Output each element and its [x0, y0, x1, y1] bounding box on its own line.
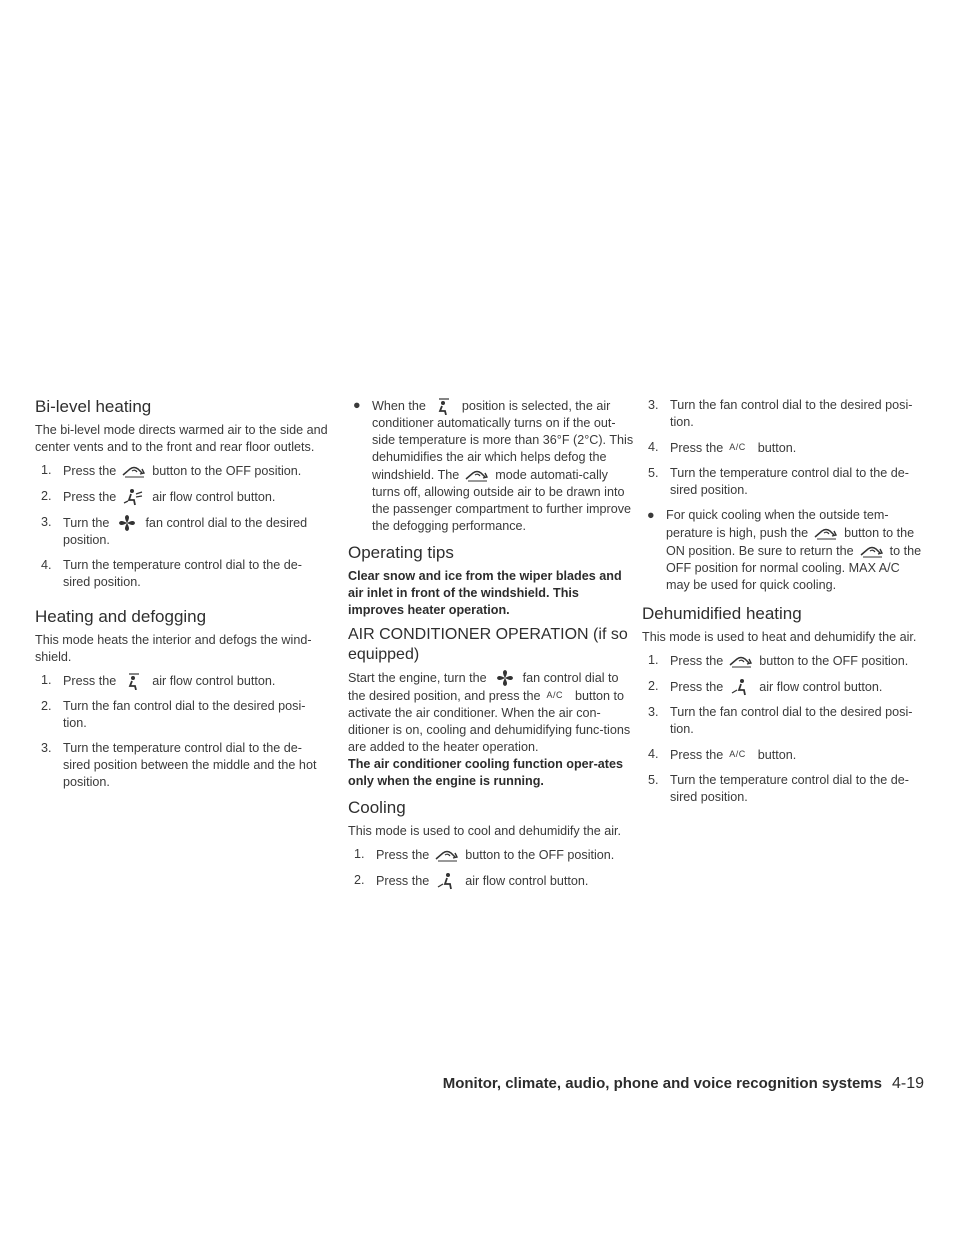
fan-icon	[113, 514, 141, 532]
dehum-steps	[642, 652, 927, 806]
ac-button-icon: A/C	[546, 690, 564, 700]
column-2	[348, 397, 636, 898]
heat-defog-airflow-icon	[120, 672, 148, 690]
paragraph-dehum: This mode is used to heat and dehumidify the air.	[642, 630, 917, 644]
list-item: 1. Press the button to the OFF position.	[648, 653, 909, 668]
cooling-steps-continued	[642, 397, 927, 499]
paragraph-ac-note: The air conditioner cooling function oper-ates only when the engine is running.	[348, 757, 623, 788]
heat-defog-airflow-icon	[430, 397, 458, 415]
list-item: 3. Turn the fan control dial to the desired position.	[41, 515, 308, 547]
paragraph-tips: Clear snow and ice from the wiper blades and air inlet in front of the windshield. This improves heater operation.	[348, 569, 622, 617]
recirculate-icon	[433, 846, 461, 864]
heading-operating-tips: Operating tips	[348, 543, 454, 562]
recirculate-icon	[858, 542, 886, 560]
list-item: 5. Turn the temperature control dial to the de-sired position.	[648, 773, 909, 804]
heading-bilevel-heating: Bi-level heating	[35, 397, 152, 416]
bilevel-steps	[35, 462, 329, 591]
recirculate-icon	[812, 524, 840, 542]
page-footer	[443, 1075, 924, 1093]
paragraph-cooling: This mode is used to cool and dehumidify the air.	[348, 824, 622, 838]
list-item: 2. Press the air flow control button.	[354, 873, 589, 888]
recirculate-icon	[727, 652, 755, 670]
list-item: 2. Press the air flow control button.	[41, 489, 276, 504]
list-item: 3. Turn the fan control dial to the desired posi-tion.	[648, 398, 913, 429]
list-item: 3. Turn the temperature control dial to the de-sired position between the middle and the hot position.	[41, 741, 317, 789]
list-item: 2. Turn the fan control dial to the desired posi-tion.	[41, 699, 306, 730]
list-item: 3. Turn the fan control dial to the desired posi-tion.	[648, 705, 913, 736]
recirculate-icon	[463, 466, 491, 484]
heading-dehumidified-heating: Dehumidified heating	[642, 604, 802, 623]
heading-heating-defogging: Heating and defogging	[35, 607, 207, 626]
heading-cooling: Cooling	[348, 798, 406, 817]
floor-airflow-icon	[727, 678, 755, 696]
paragraph-ac: Start the engine, turn the fan control dial to the desired position, and press the A/C button to activate the air conditioner. When the air con-ditioner is on, cooling and dehumidifying func-tions are added to the heater operation.	[348, 671, 631, 754]
heatdefog-steps	[35, 672, 329, 791]
list-item: 4. Turn the temperature control dial to the de-sired position.	[41, 558, 302, 589]
list-item: 4. Press the A/C button.	[648, 747, 797, 762]
fan-icon	[491, 669, 519, 687]
bullet-item: ● When the position is selected, the air conditioner automatically turns on if the out-side temperature is more than 36°F (2°C). This dehumidifies the air which helps defog the windshield. The mode automati-cally turns off, allowing outside air to be drawn into the passenger compartment to further improve the defogging performance.	[353, 398, 634, 533]
column-3	[642, 397, 927, 814]
paragraph-heatdefog: This mode heats the interior and defogs the wind-shield.	[35, 633, 312, 664]
list-item: 4. Press the A/C button.	[648, 440, 797, 455]
list-item: 5. Turn the temperature control dial to the de-sired position.	[648, 466, 909, 497]
heading-ac-operation: AIR CONDITIONER OPERATION (if so equipped)	[348, 626, 628, 663]
column-1	[35, 397, 329, 799]
footer-section-title: Monitor, climate, audio, phone and voice recognition systems	[442, 1075, 882, 1092]
page-number: 4-19	[891, 1075, 924, 1092]
recirculate-icon	[120, 462, 148, 480]
list-item: 1. Press the button to the OFF position.	[41, 463, 302, 478]
ac-button-icon: A/C	[729, 749, 746, 759]
list-item: 1. Press the air flow control button.	[41, 673, 276, 688]
bullet-item: ● For quick cooling when the outside tem-perature is high, push the button to the ON position. Be sure to return the to the OFF position for normal cooling. MAX A/C may be used for quick cooling.	[647, 508, 922, 592]
list-item: 1. Press the button to the OFF position.	[354, 847, 615, 862]
floor-airflow-icon	[433, 872, 461, 890]
ac-button-icon: A/C	[729, 442, 746, 452]
paragraph-bilevel: The bi-level mode directs warmed air to the side and center vents and to the front and rear floor outlets.	[35, 423, 328, 454]
list-item: 2. Press the air flow control button.	[648, 679, 883, 694]
cooling-steps	[348, 846, 636, 890]
bilevel-airflow-icon	[120, 488, 148, 506]
